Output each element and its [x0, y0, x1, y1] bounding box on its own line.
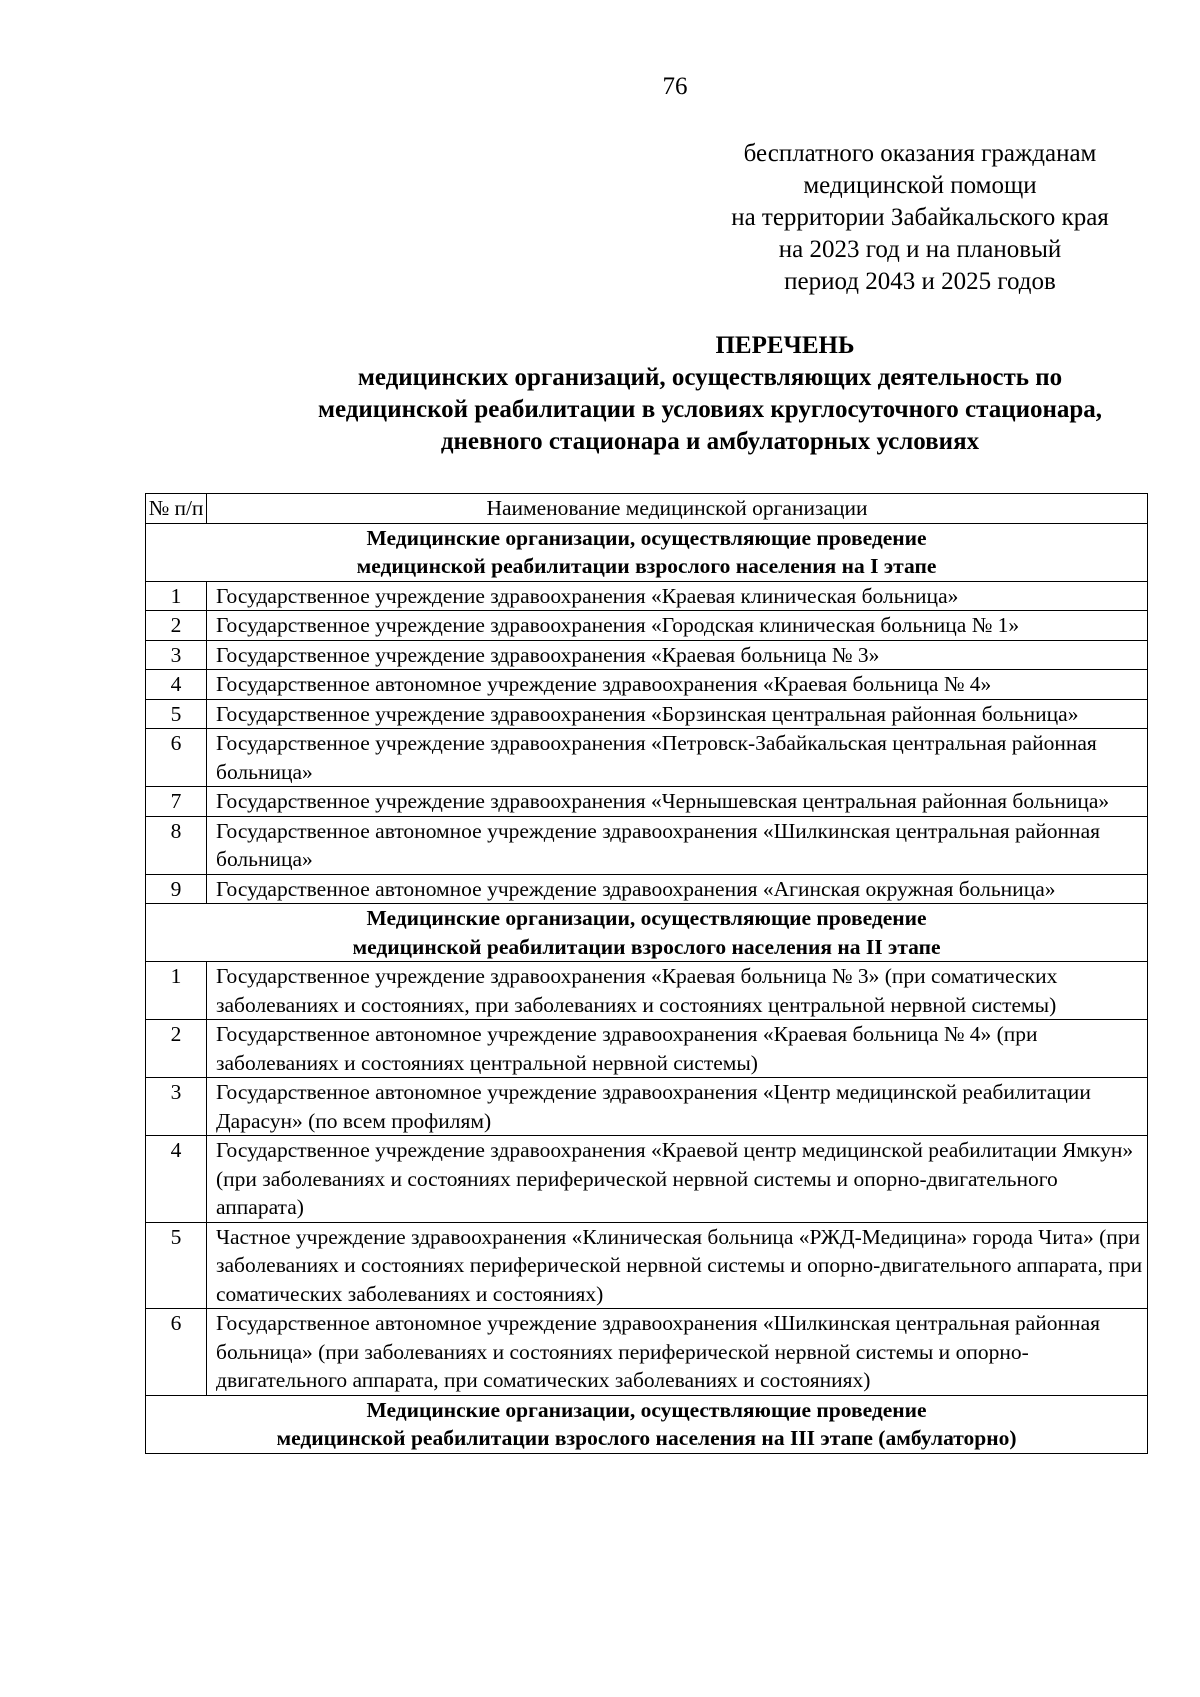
table-row [146, 1309, 1148, 1396]
row-number: 6 [146, 1309, 207, 1396]
row-number: 5 [146, 699, 207, 729]
column-header-name: Наименование медицинской организации [207, 494, 1148, 524]
table-row [146, 699, 1148, 729]
row-number: 4 [146, 670, 207, 700]
title-line: дневного стационара и амбулаторных условиях [440, 428, 980, 455]
section-title-line: медицинской реабилитации взрослого населения на II этапе [352, 934, 941, 959]
section-title-line: Медицинские организации, осуществляющие проведение [366, 906, 927, 930]
table-row [146, 729, 1148, 787]
organization-name: Государственное автономное учреждение здравоохранения «Центр медицинской реабилитации Дарасун» (по всем профилям) [207, 1078, 1148, 1136]
header-line: бесплатного оказания гражданам [743, 140, 1097, 167]
header-line: на территории Забайкальского края [731, 204, 1109, 231]
section-row [146, 523, 1148, 581]
table-row [146, 670, 1148, 700]
organization-name: Государственное автономное учреждение здравоохранения «Шилкинская центральная районная больница» (при заболеваниях и состояниях периферической нервной системы и опорно-двигательного аппарата, при соматических заболеваниях и состояниях) [207, 1309, 1148, 1396]
organization-name: Государственное учреждение здравоохранения «Краевая клиническая больница» [207, 581, 1148, 611]
header-line: период 2043 и 2025 годов [784, 268, 1056, 295]
organization-name: Государственное учреждение здравоохранения «Борзинская центральная районная больница» [207, 699, 1148, 729]
header-line: на 2023 год и на плановый [778, 236, 1062, 263]
organization-name: Государственное учреждение здравоохранения «Краевая больница № 3» (при соматических заболеваниях и состояниях, при заболеваниях и состояниях центральной нервной системы) [207, 962, 1148, 1020]
organization-name: Государственное учреждение здравоохранения «Чернышевская центральная районная больница» [207, 787, 1148, 817]
section-row [146, 904, 1148, 962]
organization-name: Частное учреждение здравоохранения «Клиническая больница «РЖД-Медицина» города Чита» (при заболеваниях и состояниях периферической нервной системы и опорно-двигательного аппарата, при соматических заболеваниях и состояниях) [207, 1222, 1148, 1309]
table-row [146, 874, 1148, 904]
table-row [146, 611, 1148, 641]
table-body [146, 523, 1148, 1453]
section-title-line: медицинской реабилитации взрослого населения на III этапе (амбулаторно) [276, 1426, 1017, 1450]
table-row [146, 1078, 1148, 1136]
section-title [146, 523, 1148, 581]
row-number: 2 [146, 611, 207, 641]
organization-name: Государственное автономное учреждение здравоохранения «Агинская окружная больница» [207, 874, 1148, 904]
table-row [146, 1136, 1148, 1223]
header-line: медицинской помощи [803, 172, 1037, 199]
row-number: 8 [146, 816, 207, 874]
row-number: 4 [146, 1136, 207, 1223]
section-title [146, 904, 1148, 962]
row-number: 2 [146, 1020, 207, 1078]
organization-name: Государственное автономное учреждение здравоохранения «Краевая больница № 4» (при заболеваниях и состояниях центральной нервной системы) [207, 1020, 1148, 1078]
table-row [146, 962, 1148, 1020]
organizations-table [145, 493, 1148, 1454]
row-number: 3 [146, 640, 207, 670]
column-header-number: № п/п [146, 494, 207, 524]
title-line: медицинской реабилитации в условиях круглосуточного стационара, [317, 396, 1103, 423]
organization-name: Государственное учреждение здравоохранения «Петровск-Забайкальская центральная районная больница» [207, 729, 1148, 787]
organization-name: Государственное учреждение здравоохранения «Городская клиническая больница № 1» [207, 611, 1148, 641]
table-row [146, 640, 1148, 670]
title-line: медицинских организаций, осуществляющих деятельность по [357, 364, 1063, 391]
section-row [146, 1395, 1148, 1453]
section-title [146, 1395, 1148, 1453]
page-number: 76 [662, 73, 688, 100]
row-number: 6 [146, 729, 207, 787]
table-header-row [146, 494, 1148, 524]
row-number: 3 [146, 1078, 207, 1136]
table-row [146, 1222, 1148, 1309]
row-number: 1 [146, 581, 207, 611]
section-title-line: Медицинские организации, осуществляющие проведение [366, 525, 927, 550]
section-title-line: медицинской реабилитации взрослого населения на I этапе [356, 554, 937, 578]
row-number: 1 [146, 962, 207, 1020]
table-row [146, 1020, 1148, 1078]
table-row [146, 787, 1148, 817]
row-number: 9 [146, 874, 207, 904]
table-row [146, 816, 1148, 874]
organization-name: Государственное автономное учреждение здравоохранения «Краевая больница № 4» [207, 670, 1148, 700]
organization-name: Государственное автономное учреждение здравоохранения «Шилкинская центральная районная больница» [207, 816, 1148, 874]
table-row [146, 581, 1148, 611]
organization-name: Государственное учреждение здравоохранения «Краевой центр медицинской реабилитации Ямкун» (при заболеваниях и состояниях периферической нервной системы и опорно-двигательного аппарата) [207, 1136, 1148, 1223]
header-block [690, 138, 1150, 298]
row-number: 7 [146, 787, 207, 817]
row-number: 5 [146, 1222, 207, 1309]
organization-name: Государственное учреждение здравоохранения «Краевая больница № 3» [207, 640, 1148, 670]
section-title-line: Медицинские организации, осуществляющие проведение [366, 1397, 927, 1422]
title-main: ПЕРЕЧЕНЬ [715, 332, 855, 359]
document-title [160, 330, 1200, 458]
organizations-table-wrap [145, 493, 1147, 1454]
